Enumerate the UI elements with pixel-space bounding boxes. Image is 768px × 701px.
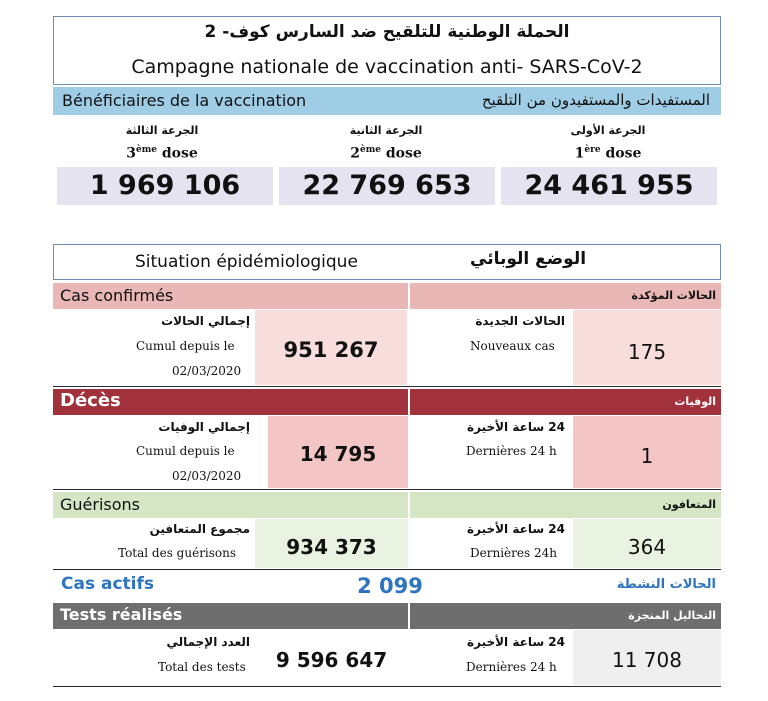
tests-cum-value: 9 596 647 xyxy=(275,648,388,672)
dose-2-label-ar: الجرعة الثانية xyxy=(349,124,423,137)
active-value: 2 099 xyxy=(357,574,423,598)
recovered-title-ar: المتعافون xyxy=(662,498,716,511)
confirmed-cum-label-fr: Cumul depuis le xyxy=(136,339,235,353)
confirmed-cum-value: 951 267 xyxy=(283,338,379,362)
tests-new-label-ar: 24 ساعة الأخيرة xyxy=(467,635,565,649)
confirmed-new-value: 175 xyxy=(627,340,667,364)
active-title-ar: الحالات النشطة xyxy=(616,577,716,592)
dose-2-value: 22 769 653 xyxy=(279,167,495,205)
deaths-new-label-fr: Dernières 24 h xyxy=(466,444,557,458)
deaths-cum-label-ar: إجمالي الوفيات xyxy=(158,420,250,434)
deaths-title-fr: Décès xyxy=(60,390,121,411)
recovered-cum-label-ar: مجموع المتعافين xyxy=(149,522,250,536)
tests-cum-label-fr: Total des tests xyxy=(158,660,246,674)
tests-new-label-fr: Dernières 24 h xyxy=(466,660,557,674)
campaign-title-ar: الحملة الوطنية للتلقيح ضد السارس كوف- 2 xyxy=(204,22,570,42)
tests-new-value: 11 708 xyxy=(612,648,682,672)
confirmed-cum-date: 02/03/2020 xyxy=(172,364,242,378)
dose-1-label-fr: 1ère dose xyxy=(574,145,642,162)
recovered-cum-value: 934 373 xyxy=(286,535,377,559)
confirmed-new-label-ar: الحالات الجديدة xyxy=(475,314,565,328)
deaths-cum-label-fr: Cumul depuis le xyxy=(136,444,235,458)
beneficiaries-label-ar: المستفيدات والمستفيدون من التلقيح xyxy=(481,91,710,109)
confirmed-title-ar: الحالات المؤكدة xyxy=(631,289,716,302)
divider xyxy=(53,489,721,490)
dose-1-value: 24 461 955 xyxy=(501,167,717,205)
deaths-cum-date: 02/03/2020 xyxy=(172,469,242,483)
confirmed-new-label-fr: Nouveaux cas xyxy=(470,339,555,353)
recovered-cum-label-fr: Total des guérisons xyxy=(118,546,237,560)
epi-title-fr: Situation épidémiologique xyxy=(135,252,358,272)
beneficiaries-label-fr: Bénéficiaires de la vaccination xyxy=(62,91,307,110)
confirmed-title-fr: Cas confirmés xyxy=(60,286,174,305)
recovered-new-label-fr: Dernières 24h xyxy=(470,546,557,560)
campaign-title-fr: Campagne nationale de vaccination anti- SARS-CoV-2 xyxy=(131,56,643,78)
dose-3-value: 1 969 106 xyxy=(57,167,273,205)
deaths-new-value: 1 xyxy=(640,444,654,468)
tests-cum-label-ar: العدد الإجمالي xyxy=(166,635,250,649)
tests-title-fr: Tests réalisés xyxy=(60,605,183,624)
recovered-new-value: 364 xyxy=(627,535,667,559)
active-title-fr: Cas actifs xyxy=(61,574,155,594)
dose-2-label-fr: 2ème dose xyxy=(350,145,422,162)
confirmed-cum-label-ar: إجمالي الحالات xyxy=(161,314,250,328)
divider xyxy=(53,386,721,387)
deaths-new-label-ar: 24 ساعة الأخيرة xyxy=(467,420,565,434)
epi-title-ar: الوضع الوبائي xyxy=(470,249,587,269)
deaths-cum-value: 14 795 xyxy=(299,442,377,466)
divider xyxy=(53,686,721,687)
dose-3-label-fr: 3ème dose xyxy=(126,145,198,162)
dose-1-label-ar: الجرعة الأولى xyxy=(570,124,646,137)
recovered-title-fr: Guérisons xyxy=(60,495,141,514)
divider xyxy=(53,569,721,570)
tests-title-ar: التحاليل المنجزة xyxy=(628,609,716,622)
dose-3-label-ar: الجرعة الثالثة xyxy=(125,124,199,137)
deaths-title-ar: الوفيات xyxy=(674,395,716,408)
recovered-new-label-ar: 24 ساعة الأخيرة xyxy=(467,522,565,536)
